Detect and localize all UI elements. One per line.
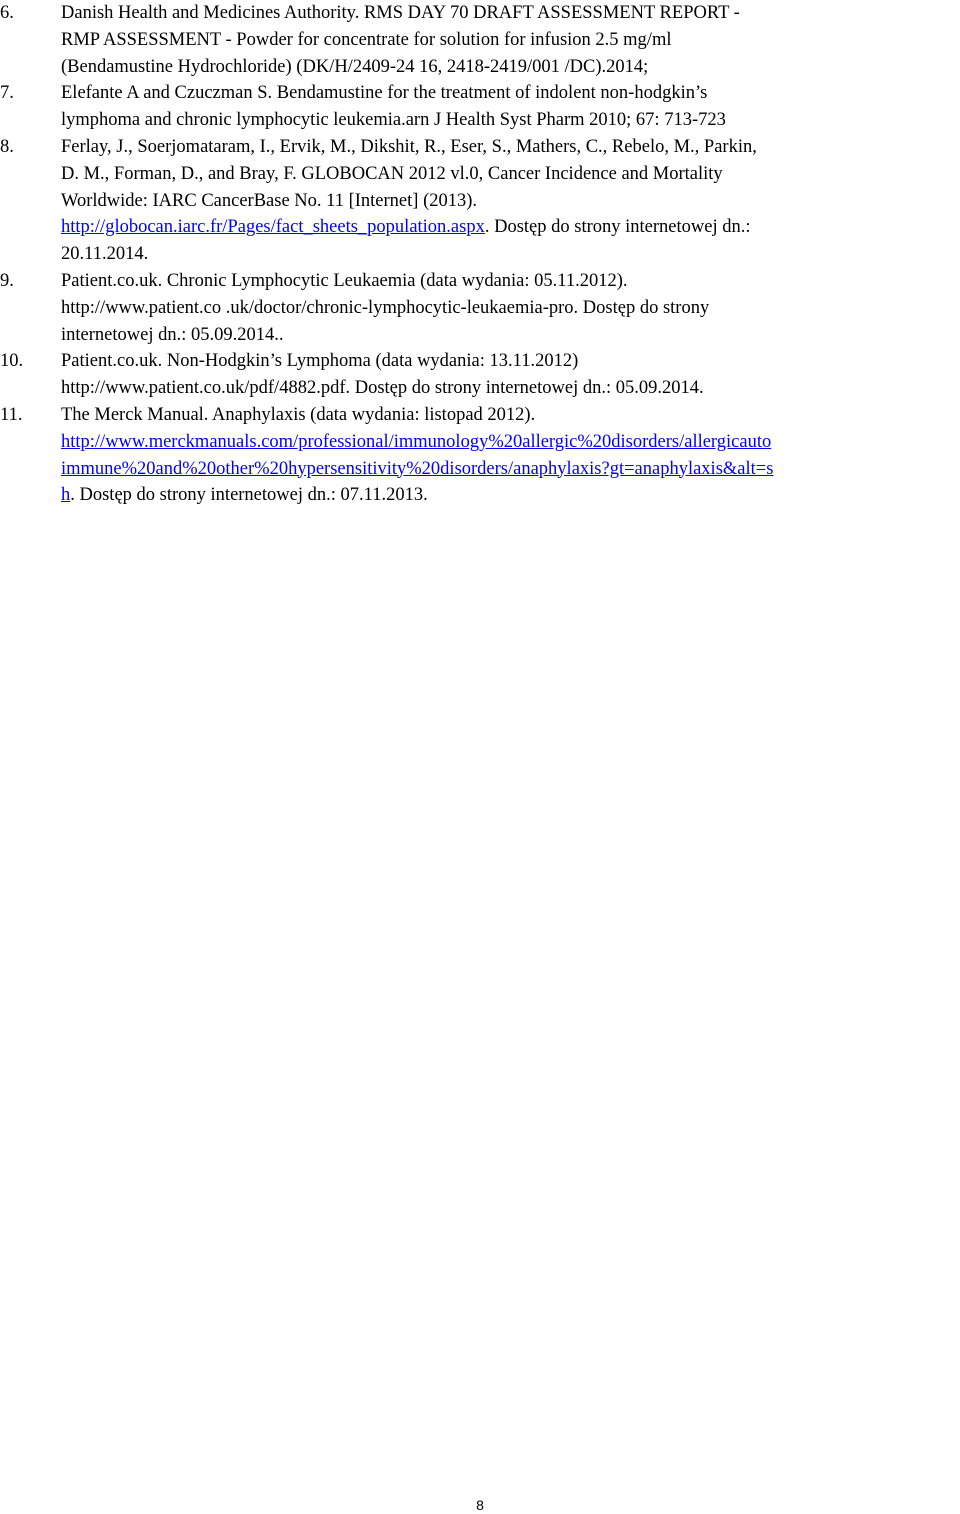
reference-item [0, 348, 960, 402]
reference-line: Danish Health and Medicines Authority. RMS DAY 70 DRAFT ASSESSMENT REPORT - [61, 3, 740, 23]
page-number: 8 [476, 1497, 484, 1513]
reference-line: Ferlay, J., Soerjomataram, I., Ervik, M., Dikshit, R., Eser, S., Mathers, C., Rebelo, M., Parkin, [61, 136, 757, 157]
access-date-text: . Dostęp do strony internetowej dn.: [484, 217, 751, 238]
reference-item [0, 268, 960, 348]
reference-number: 11. [0, 404, 23, 425]
reference-line: Patient.co.uk. Non-Hodgkin’s Lymphoma (data wydania: 13.11.2012) [61, 351, 579, 372]
reference-link[interactable]: h [61, 485, 71, 506]
reference-text [61, 348, 953, 402]
reference-item [0, 0, 960, 80]
reference-line: http://www.patient.co.uk/pdf/4882.pdf. Dostęp do strony internetowej dn.: 05.09.2014. [61, 378, 704, 399]
reference-link[interactable]: http://www.merckmanuals.com/professional/immunology%20allergic%20disorders/allergicauto [61, 431, 772, 452]
reference-line: internetowej dn.: 05.09.2014.. [61, 324, 284, 345]
reference-text [61, 0, 953, 80]
reference-text [61, 402, 953, 509]
reference-line [61, 214, 953, 241]
reference-item [0, 80, 960, 134]
reference-item [0, 402, 960, 509]
reference-link[interactable]: immune%20and%20other%20hypersensitivity%20disorders/anaphylaxis?gt=anaphylaxis&alt=s [61, 458, 774, 479]
reference-item [0, 134, 960, 268]
reference-line [61, 482, 953, 509]
reference-number: 10. [0, 351, 24, 372]
reference-line: The Merck Manual. Anaphylaxis (data wydania: listopad 2012). [61, 404, 536, 425]
reference-line: (Bendamustine Hydrochloride) (DK/H/2409-24 16, 2418-2419/001 /DC).2014; [61, 56, 649, 77]
reference-line [61, 429, 953, 456]
reference-text [61, 268, 953, 348]
reference-number: 8. [0, 136, 14, 157]
reference-list [0, 0, 960, 509]
reference-link[interactable]: http://globocan.iarc.fr/Pages/fact_sheets_population.aspx [61, 217, 485, 238]
reference-number: 7. [0, 83, 14, 104]
reference-number: 9. [0, 270, 14, 291]
reference-line: lymphoma and chronic lymphocytic leukemia.arn J Health Syst Pharm 2010; 67: 713-723 [61, 110, 726, 131]
access-date-text: . Dostęp do strony internetowej dn.: 07.11.2013. [70, 485, 428, 506]
reference-line: http://www.patient.co .uk/doctor/chronic-lymphocytic-leukaemia-pro. Dostęp do strony [61, 297, 710, 318]
reference-line: RMP ASSESSMENT - Powder for concentrate for solution for infusion 2.5 mg/ml [61, 29, 672, 50]
reference-line: 20.11.2014. [61, 244, 149, 265]
reference-text [61, 80, 953, 134]
reference-line: Elefante A and Czuczman S. Bendamustine for the treatment of indolent non-hodgkin’s [61, 83, 708, 104]
reference-line: D. M., Forman, D., and Bray, F. GLOBOCAN 2012 vl.0, Cancer Incidence and Mortality [61, 163, 723, 184]
reference-number: 6. [0, 3, 14, 23]
reference-line [61, 456, 953, 483]
reference-line: Worldwide: IARC CancerBase No. 11 [Internet] (2013). [61, 190, 478, 211]
reference-line: Patient.co.uk. Chronic Lymphocytic Leukaemia (data wydania: 05.11.2012). [61, 270, 628, 291]
reference-text [61, 134, 953, 268]
